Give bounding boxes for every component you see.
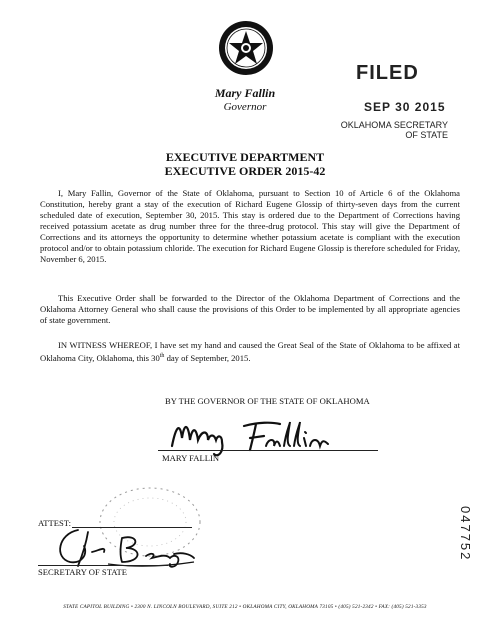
governor-signature bbox=[168, 416, 378, 458]
governor-title: Governor bbox=[223, 101, 267, 113]
governor-name: Mary Fallin bbox=[214, 86, 276, 100]
governor-signature-line bbox=[158, 450, 378, 451]
filed-stamp-date: SEP 30 2015 bbox=[364, 100, 446, 114]
filed-stamp bbox=[340, 62, 450, 152]
secretary-signature-line bbox=[38, 565, 168, 566]
order-paragraph-1: I, Mary Fallin, Governor of the State of Oklahoma, pursuant to Section 10 of Article 6 of the Oklahoma Constitution, hereby grant a stay of the execution of Richard Eugene Glossip of thirty-seven days from the current scheduled date of execution, September 30, 2015. This stay is ordered due to the Department of Corrections having received potassium acetate as drug number three for the three-drug protocol. This stay will give the Department of Corrections and its attorneys the opportunity to determine whether potassium acetate is compliant with the execution protocol and/or to obtain potassium chloride. The execution for Richard Eugene Glossip is therefore scheduled for Friday, November 6, 2015. bbox=[40, 188, 460, 264]
footer-address: STATE CAPITOL BUILDING • 2300 N. LINCOLN BOULEVARD, SUITE 212 • OKLAHOMA CITY, OKLAHOMA 73105 • (405) 521-2342 • FAX: (405) 521-3353 bbox=[63, 604, 427, 610]
state-seal-icon bbox=[218, 20, 274, 76]
ordinal-suffix: th bbox=[159, 353, 165, 359]
filed-stamp-label: FILED bbox=[356, 62, 419, 84]
secretary-signature bbox=[48, 524, 198, 570]
order-heading: EXECUTIVE ORDER 2015-42 bbox=[164, 164, 326, 178]
filed-stamp-office-line1: OKLAHOMA SECRETARY bbox=[340, 120, 448, 130]
governor-printed-name: MARY FALLIN bbox=[162, 453, 220, 463]
secretary-label: SECRETARY OF STATE bbox=[38, 567, 128, 577]
attest-label: ATTEST: bbox=[38, 518, 71, 528]
filed-stamp-office-line2: OF STATE bbox=[405, 130, 448, 140]
by-governor-line: BY THE GOVERNOR OF THE STATE OF OKLAHOMA bbox=[165, 396, 370, 406]
witness-text: IN WITNESS WHEREOF, I have set my hand and caused the Great Seal of the State of Oklahoma to be affixed at Oklahoma City, Oklahoma, this 30 bbox=[40, 340, 460, 363]
witness-text-end: day of September, 2015. bbox=[164, 352, 251, 363]
department-heading: EXECUTIVE DEPARTMENT bbox=[165, 150, 325, 164]
filed-stamp-office bbox=[340, 120, 448, 140]
order-paragraph-3 bbox=[40, 340, 460, 364]
order-paragraph-2: This Executive Order shall be forwarded to the Director of the Oklahoma Department of Corrections and the Oklahoma Attorney General who shall cause the provisions of this Order to be implemented by all appropriate agencies of state government. bbox=[40, 293, 460, 325]
serial-number: 047752 bbox=[458, 506, 473, 562]
